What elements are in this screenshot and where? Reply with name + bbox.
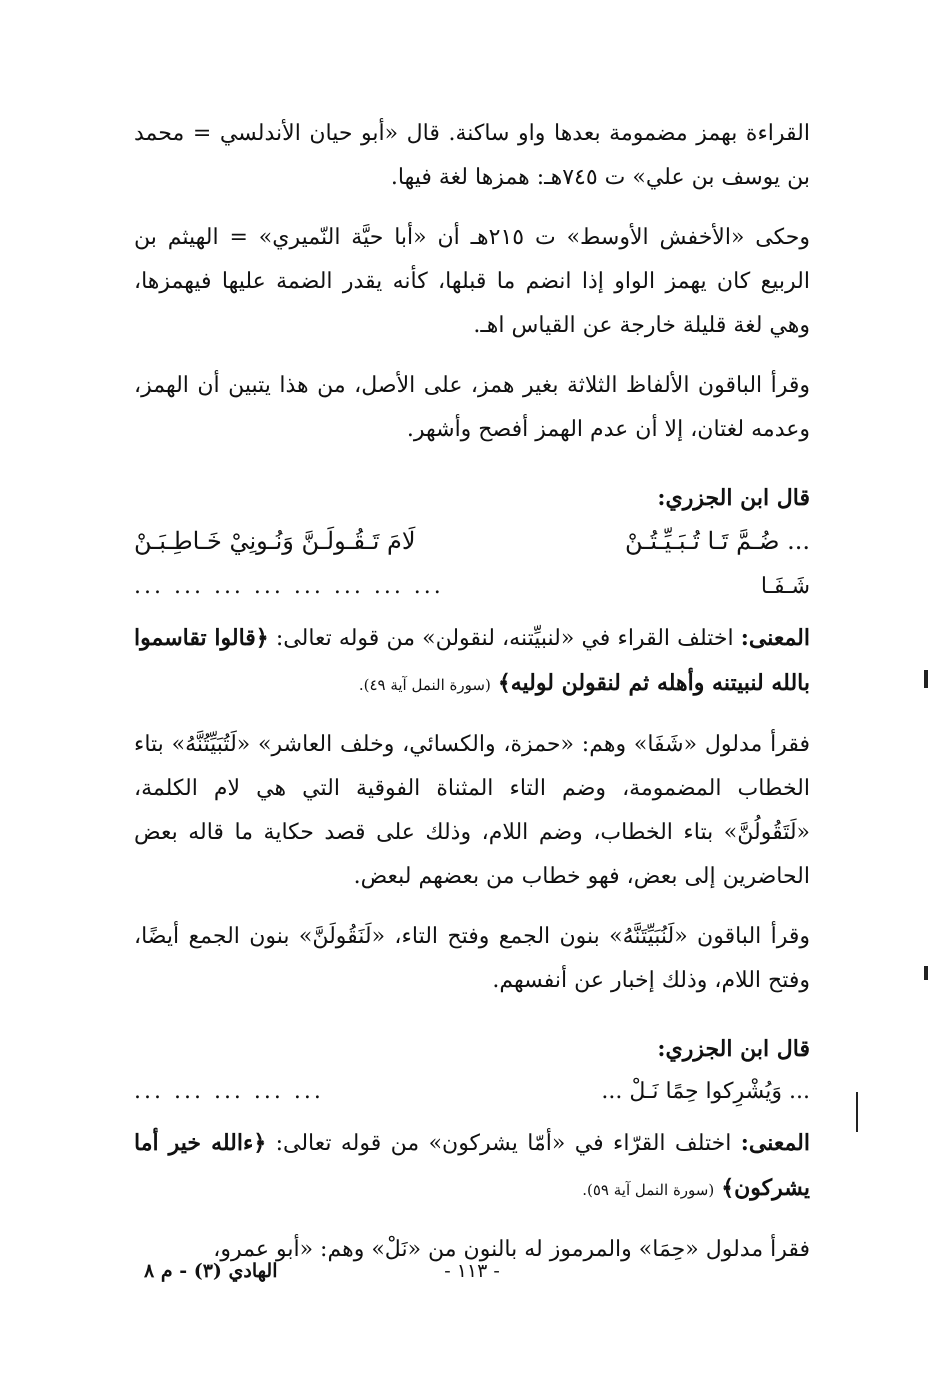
paragraph-2: وحكى «الأخفش الأوسط» ت ٢١٥هـ أن «أبا حيَّة النّميري» = الهيثم بن الربيع كان يهمز الواو إذا انضم ما قبلها، كأنه يقدر الضمة عليها فيهمزها، وهي لغة قليلة خارجة عن القياس اهـ. (134, 225, 810, 338)
meaning-2-ref: (سورة النمل آية ٥٩). (582, 1181, 715, 1199)
meaning-1-ref: (سورة النمل آية ٤٩). (358, 676, 491, 694)
verse-2-right: شَـفَـا (760, 574, 810, 599)
meaning-1-label: المعنى: (740, 625, 810, 651)
verse-1 (134, 518, 810, 564)
meaning-1-text: اختلف القراء في «لنبيِّتنه، لنقولن» من قوله تعالى: (275, 626, 734, 651)
paragraph-6: فقرأ مدلول «حِمَا» والمرموز له بالنون من «نَلْ» وهم: «أبو عمرو، (213, 1237, 810, 1262)
meaning-1-quran: ﴿قالوا تقاسموا بالله لنبيتنه وأهله ثم لنقولن لوليه﴾ (134, 625, 810, 696)
meaning-2-label: المعنى: (740, 1130, 810, 1156)
page-number: - ١١٣ - (444, 1260, 500, 1282)
verse-2-dots: ... ... ... ... ... ... ... ... (134, 574, 444, 599)
margin-mark-1 (924, 670, 928, 688)
paragraph-1: القراءة بهمز مضمومة بعدها واو ساكنة. قال «أبو حيان الأندلسي = محمد بن يوسف بن علي» ت ٧٤٥هـ: همزها لغة فيها. (134, 121, 810, 190)
verse-1-left: لَامَ تَـقُـولَـنَّ وَنُـونِيْ خَـاطِـبَـنْ (134, 527, 416, 555)
verse-3 (134, 1069, 810, 1115)
paragraph-5: وقرأ الباقون «لَنُبَيِّتَنَّهُ» بنون الجمع وفتح التاء، «لَنَقُولَنَّ» بنون الجمع أيضًا، وفتح اللام، وذلك إخبار عن أنفسهم. (134, 924, 810, 993)
paragraph-3: وقرأ الباقون الألفاظ الثلاثة بغير همز، على الأصل، من هذا يتبين أن الهمز، وعدمه لغتان، إلا أن عدم الهمز أفصح وأشهر. (134, 373, 810, 442)
verse-3-dots: ... ... ... ... ... (134, 1079, 324, 1104)
page-body (134, 112, 810, 1288)
verse-3-right: ... وَيُشْرِكوا حِمًا نَـلْ ... (601, 1079, 810, 1104)
verse-2 (134, 564, 810, 610)
section-1-title: قال ابن الجزري: (657, 485, 810, 511)
meaning-2-text: اختلف القرّاء في «أمّا يشركون» من قوله تعالى: (275, 1131, 732, 1156)
meaning-1 (134, 616, 810, 707)
meaning-2-quran: ﴿ءالله خير أما يشركون﴾ (134, 1130, 810, 1201)
margin-mark-2 (924, 966, 928, 980)
meaning-2 (134, 1121, 810, 1212)
book-reference: الهادي (٣) - م ٨ (144, 1260, 278, 1282)
section-2-title: قال ابن الجزري: (657, 1036, 810, 1062)
margin-mark-3 (856, 1092, 858, 1132)
verse-1-right: ... ضُـمَّ تَـا تُـبَـيِّـتُـنْ (625, 527, 810, 555)
paragraph-4: فقرأ مدلول «شَفَا» وهم: «حمزة، والكسائي، وخلف العاشر» «لَتُبَيِّتُنَّهُ» بتاء الخطاب المضمومة، وضم التاء المثناة الفوقية التي هي لام الكلمة، «لَتَقُولُنَّ» بتاء الخطاب، وضم اللام، وذلك على قصد حكاية ما قاله بعض الحاضرين إلى بعض، فهو خطاب من بعضهم لبعض. (134, 732, 810, 889)
